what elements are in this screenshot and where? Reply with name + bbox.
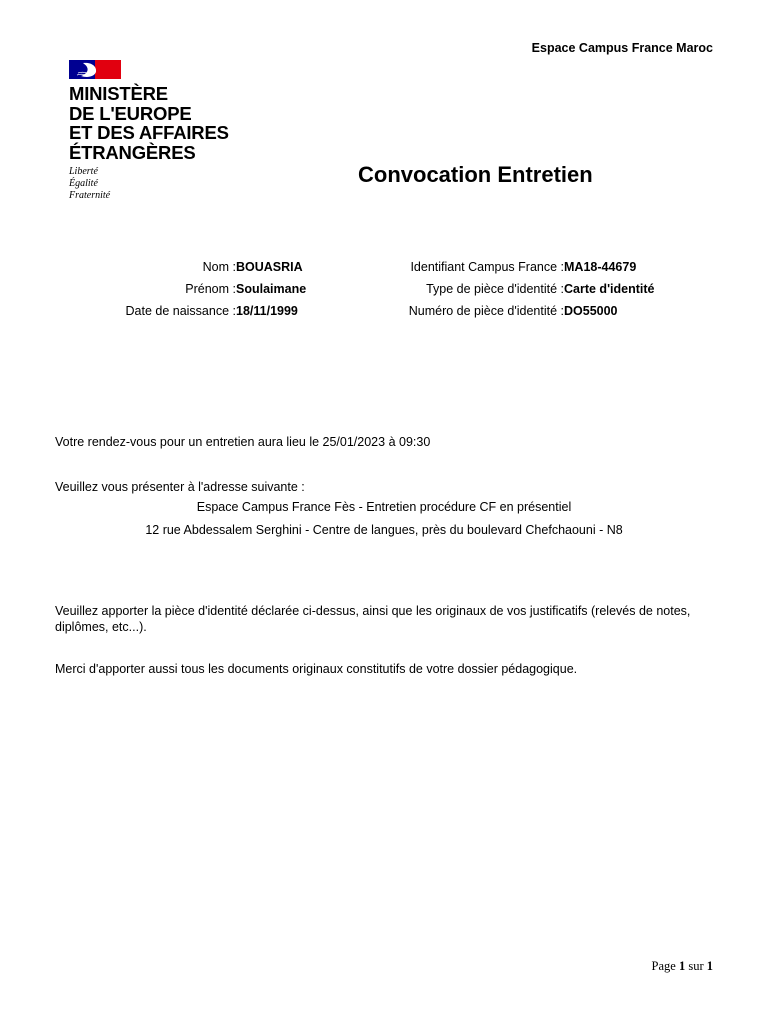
naissance-value: 18/11/1999	[236, 304, 298, 318]
adresse-line-2: 12 rue Abdessalem Serghini - Centre de langues, près du boulevard Chefchaouni - N8	[145, 523, 623, 537]
ministry-name: MINISTÈRE DE L'EUROPE ET DES AFFAIRES ÉTRANGÈRES	[69, 83, 229, 163]
adresse-line-1: Espace Campus France Fès - Entretien procédure CF en présentiel	[196, 500, 572, 514]
rdv-text: Votre rendez-vous pour un entretien aura lieu le 25/01/2023 à 09:30	[55, 435, 431, 449]
prenom-value: Soulaimane	[236, 282, 307, 296]
prenom-row	[60, 278, 310, 300]
total-pages: 1	[706, 959, 713, 973]
type-piece-label: Type de pièce d'identité :	[426, 282, 564, 296]
candidate-info-right	[372, 256, 692, 322]
piece-note: Veuillez apporter la pièce d'identité déclarée ci-dessus, ainsi que les originaux de vos justificatifs (relevés de notes, diplômes, etc...).	[55, 604, 691, 634]
identifiant-label: Identifiant Campus France :	[410, 260, 564, 274]
adresse-intro: Veuillez vous présenter à l'adresse suivante :	[55, 480, 305, 494]
nom-label: Nom :	[202, 260, 236, 274]
current-page: 1	[678, 959, 686, 973]
page-number: Page 1 sur 1	[651, 959, 713, 973]
motto: Liberté Égalité Fraternité	[69, 166, 111, 201]
type-piece-value: Carte d'identité	[564, 282, 655, 296]
dossier-note: Merci d'apporter aussi tous les documents originaux constitutifs de votre dossier pédagogique.	[55, 662, 578, 676]
identifiant-value: MA18-44679	[564, 260, 637, 274]
numero-piece-label: Numéro de pièce d'identité :	[408, 304, 564, 318]
prenom-label: Prénom :	[185, 282, 236, 296]
nom-value: BOUASRIA	[236, 260, 303, 274]
naissance-row	[60, 300, 310, 322]
identifiant-row	[372, 256, 692, 278]
numero-piece-value: DO55000	[564, 304, 618, 318]
type-piece-row	[372, 278, 692, 300]
org-header: Espace Campus France Maroc	[531, 41, 713, 55]
candidate-info-left	[60, 256, 310, 322]
page-title: Convocation Entretien	[358, 162, 593, 187]
naissance-label: Date de naissance :	[125, 304, 236, 318]
marianne-flag-icon	[69, 60, 121, 79]
numero-piece-row	[372, 300, 692, 322]
nom-row	[60, 256, 310, 278]
ministry-logo	[69, 60, 239, 202]
